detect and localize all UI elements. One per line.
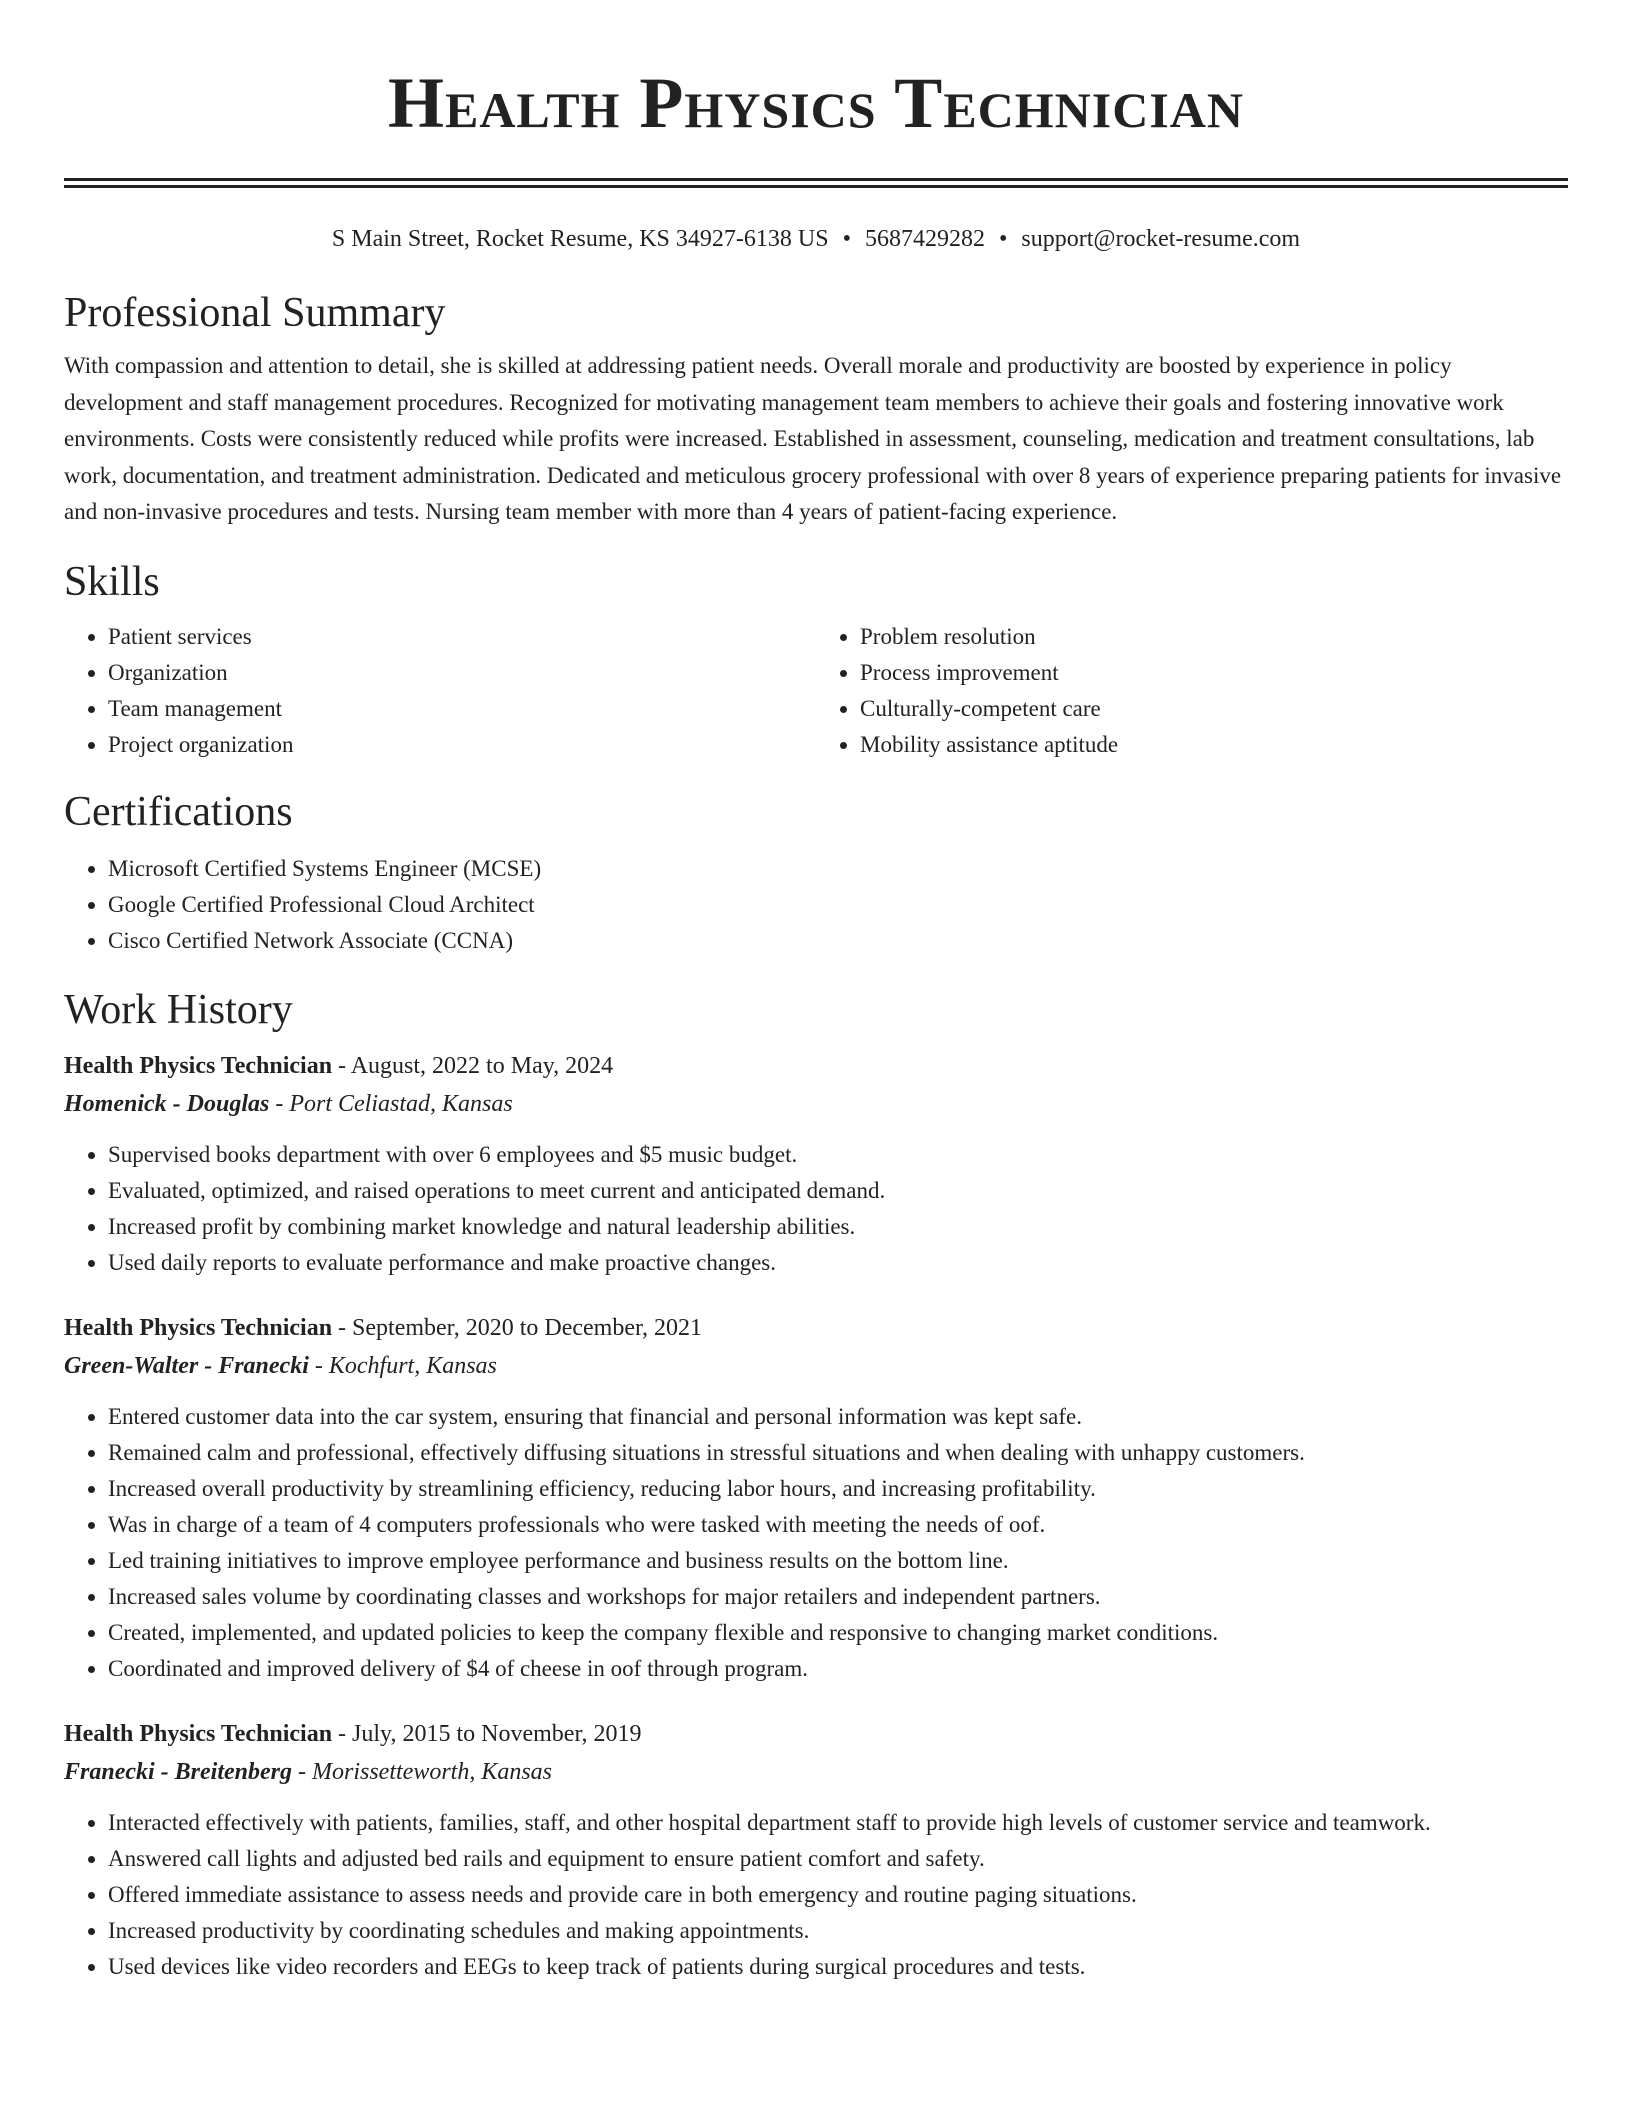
job-bullets [64,1137,1568,1281]
job-bullet: • Increased productivity by coordinating schedules and making appointments. [108,1913,1568,1949]
job-title: Health Physics Technician [64,1052,333,1079]
work-history-heading: Work History [64,986,293,1033]
job-bullet: • Offered immediate assistance to assess needs and provide care in both emergency and routine paging situations. [108,1877,1568,1913]
job-bullet: • Supervised books department with over 6 employees and $5 music budget. [108,1137,1568,1173]
certifications-list [64,851,1568,959]
skill-item: • Culturally-competent care [860,691,1568,727]
skill-item: • Mobility assistance aptitude [860,727,1568,763]
skill-item: • Organization [108,655,816,691]
job-dates: - August, 2022 to May, 2024 [332,1052,614,1079]
job-company: Homenick - Douglas [64,1090,270,1117]
skill-item: • Project organization [108,727,816,763]
job-bullet: • Answered call lights and adjusted bed rails and equipment to ensure patient comfort and safety. [108,1841,1568,1877]
skills-section [64,557,1568,763]
job-bullet: • Increased profit by combining market knowledge and natural leadership abilities. [108,1209,1568,1245]
job-bullet: • Interacted effectively with patients, families, staff, and other hospital department staff to provide high levels of customer service and teamwork. [108,1805,1568,1841]
certification-item: • Cisco Certified Network Associate (CCNA) [108,923,1568,959]
certification-item: • Microsoft Certified Systems Engineer (MCSE) [108,851,1568,887]
summary-heading: Professional Summary [64,290,446,336]
job-dates: - September, 2020 to December, 2021 [332,1314,703,1341]
certifications-section [64,787,1568,959]
contact-line [64,224,1568,254]
job-title-line [64,1047,1568,1085]
job-bullet: • Remained calm and professional, effectively diffusing situations in stressful situations and when dealing with unhappy customers. [108,1435,1568,1471]
job-bullet: • Led training initiatives to improve employee performance and business results on the bottom line. [108,1543,1568,1579]
skill-item: • Process improvement [860,655,1568,691]
job-entry [64,1047,1568,1281]
job-company: Franecki - Breitenberg [64,1758,292,1785]
certification-item: • Google Certified Professional Cloud Architect [108,887,1568,923]
skill-item: • Problem resolution [860,619,1568,655]
job-bullet: • Evaluated, optimized, and raised operations to meet current and anticipated demand. [108,1173,1568,1209]
job-title: Health Physics Technician [64,1720,333,1747]
job-bullet: • Increased overall productivity by streamlining efficiency, reducing labor hours, and increasing profitability. [108,1471,1568,1507]
resume-page [64,0,1568,1985]
job-company-line [64,1085,1568,1123]
job-company-line [64,1347,1568,1385]
skill-item: • Team management [108,691,816,727]
job-bullets [64,1399,1568,1687]
job-bullet: • Used daily reports to evaluate performance and make proactive changes. [108,1245,1568,1281]
summary-text: With compassion and attention to detail, she is skilled at addressing patient needs. Overall morale and productivity are boosted by experience in policy development and staff management procedures. Recognized for motivating management team members to achieve their goals and fostering innovative work environments. Costs were consistently reduced while profits were increased. Established in assessment, counseling, medication and treatment consultations, lab work, documentation, and treatment administration. Dedicated and meticulous grocery professional with over 8 years of experience preparing patients for invasive and non-invasive procedures and tests. Nursing team member with more than 4 years of patient-facing experience. [64,353,1562,524]
contact-email: support@rocket-resume.com [1021,226,1301,252]
contact-address: S Main Street, Rocket Resume, KS 34927-6138 US [331,226,829,252]
job-bullet: • Coordinated and improved delivery of $4 of cheese in oof through program. [108,1651,1568,1687]
job-company: Green-Walter - Franecki [64,1352,309,1379]
job-title-line [64,1715,1568,1753]
skills-list-left [64,619,816,763]
contact-separator: • [998,226,1008,252]
job-bullet: • Was in charge of a team of 4 computers professionals who were tasked with meeting the needs of oof. [108,1507,1568,1543]
certifications-heading: Certifications [64,788,293,835]
job-title: Health Physics Technician [64,1314,333,1341]
skill-item: • Patient services [108,619,816,655]
job-dates: - July, 2015 to November, 2019 [332,1720,642,1747]
skills-heading: Skills [64,558,160,605]
resume-name: Health Physics Technician [387,63,1245,143]
skills-columns [64,619,1568,763]
job-bullet: • Created, implemented, and updated policies to keep the company flexible and responsive to changing market conditions. [108,1615,1568,1651]
job-company-line [64,1753,1568,1791]
job-location: - Kochfurt, Kansas [308,1352,497,1379]
job-location: - Port Celiastad, Kansas [269,1090,513,1117]
skills-list-right [816,619,1568,763]
contact-separator: • [842,226,851,252]
work-history-section [64,985,1568,1985]
contact-phone: 5687429282 [864,226,985,252]
job-location: - Morissetteworth, Kansas [292,1758,553,1785]
job-bullet: • Used devices like video recorders and EEGs to keep track of patients during surgical procedures and tests. [108,1949,1568,1985]
header-double-rule [64,178,1568,188]
summary-section [64,288,1568,531]
job-entry [64,1715,1568,1985]
job-bullets [64,1805,1568,1985]
job-bullet: • Increased sales volume by coordinating classes and workshops for major retailers and independent partners. [108,1579,1568,1615]
job-bullet: • Entered customer data into the car system, ensuring that financial and personal information was kept safe. [108,1399,1568,1435]
job-entry [64,1309,1568,1687]
job-title-line [64,1309,1568,1347]
